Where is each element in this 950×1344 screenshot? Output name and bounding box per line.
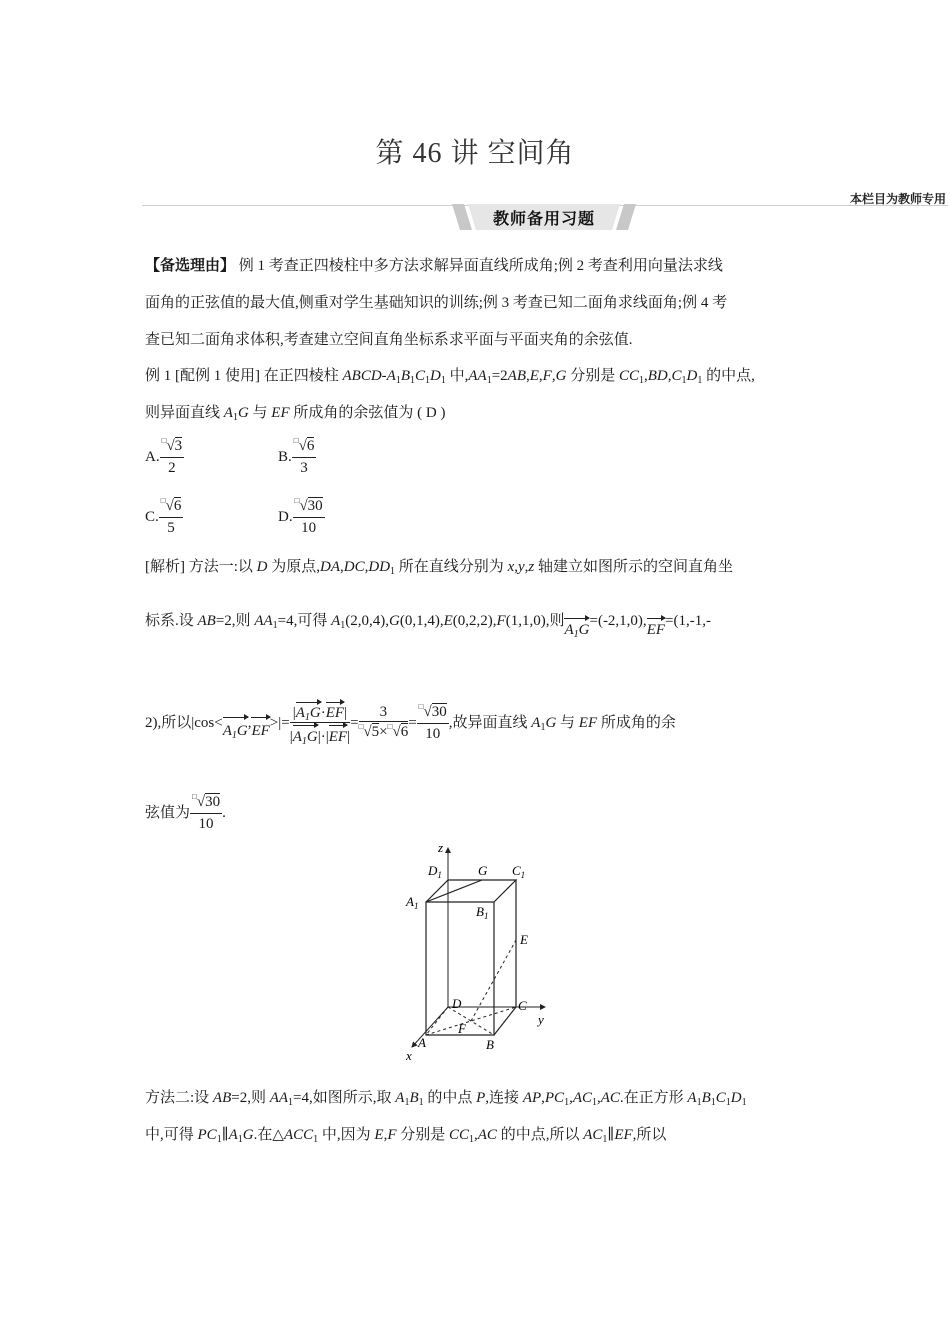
solution-line-3: 2),所以$|\cos<A_1G,EF>|=$ $\frac{|A_1G\cdot EF|}{|A_1G|\cdot|EF|}$ = $\frac{3}{^□√5\times^□√6}$ = $\frac{^□√30}{10}$ ,故异面直线 $A_1G$ 与 EF 所成角的余 [145, 702, 676, 747]
example-statement-1: 例 1 [配例 1 使用] 在正四棱柱 ABCD-$A_1B_1C_1D_1$ 中$,AA_1=2AB,E,F,G$ 分别是 $CC_1,BD,C_1D_1$ 的中点, [145, 368, 755, 386]
label-d1: $D_1$ [428, 863, 442, 880]
method2-line-2: 中,可得 $PC_1\parallel A_1G$.在$\triangle ACC_1$ 中,因为 E,F 分别是 $CC_1,AC$ 的中点,所以 $AC_1\parallel EF$,所以 [145, 1127, 667, 1145]
teacher-only-tag: 本栏目为教师专用 [849, 192, 946, 206]
label-d: D [452, 996, 462, 1011]
option-b: B. $\frac{^□√6}{3}$ [278, 436, 315, 476]
axis-y-label: y [538, 1012, 544, 1027]
label-b1: $B_1$ [476, 904, 489, 921]
label-f: F [458, 1021, 466, 1036]
label-c: C [518, 998, 527, 1013]
option-d: D. $\frac{^□√30}{10}$ [278, 496, 323, 536]
reason-label: 【备选理由】 [145, 258, 236, 274]
solution-line-1: [解析] 方法一:以 D 为原点$,DA,DC,DD_1$ 所在直线分别为 x,y,z 轴建立如图所示的空间直角坐 [145, 559, 734, 577]
label-b: B [486, 1037, 494, 1052]
option-c: C. $\frac{^□√6}{5}$ [145, 496, 182, 536]
axis-x-label: x [406, 1048, 412, 1063]
solution-line-2: 标系.设 AB=2,则 $AA_1=4$,可得 $A_1(2,0,4),G(0,1,4),E(0,2,2),F(1,1,0)$,则$A_1G=(-2,1,0),EF=(1,-1,-$ [145, 613, 711, 640]
label-g: G [478, 863, 488, 878]
vector-a1g: $A_1G$ [564, 616, 589, 640]
page-title: 第 46 讲 空间角 [375, 138, 575, 169]
cosine-fraction: $\frac{|A_1G\cdot EF|}{|A_1G|\cdot|EF|}$ [290, 700, 350, 747]
label-a: A [418, 1035, 426, 1050]
label-a1: $A_1$ [406, 894, 419, 911]
label-c1: $C_1$ [512, 863, 526, 880]
reason-line-3: 查已知二面角求体积,考查建立空间直角坐标系求平面与平面夹角的余弦值. [145, 332, 633, 348]
axis-z-label: z [438, 842, 444, 855]
prism-figure [400, 842, 560, 1064]
example-statement-2: 则异面直线 $A_1G$ 与 EF 所成角的余弦值为 ( D ) [145, 405, 446, 423]
solution-line-4: 弦值为 $\frac{^□√30}{10}$ . [145, 792, 226, 832]
reason-line-2: 面角的正弦值的最大值,侧重对学生基础知识的训练;例 3 考查已知二面角求线面角;例 4 考 [145, 295, 728, 311]
banner-title: 教师备用习题 [492, 209, 595, 228]
reason-line-1: 【备选理由】 例 1 考查正四棱柱中多方法求解异面直线所成角;例 2 考查利用向量法求线 [145, 258, 723, 274]
option-a: A. $\frac{^□√3}{2}$ [145, 436, 183, 476]
method2-line-1: 方法二:设 AB=2,则 $AA_1=4$,如图所示,取 $A_1B_1$ 的中点 P,连接 $AP,PC_1,AC_1,AC$.在正方形 $A_1B_1C_1D_1$ [145, 1090, 747, 1108]
vector-ef: EF [647, 616, 665, 640]
label-e: E [520, 932, 528, 947]
